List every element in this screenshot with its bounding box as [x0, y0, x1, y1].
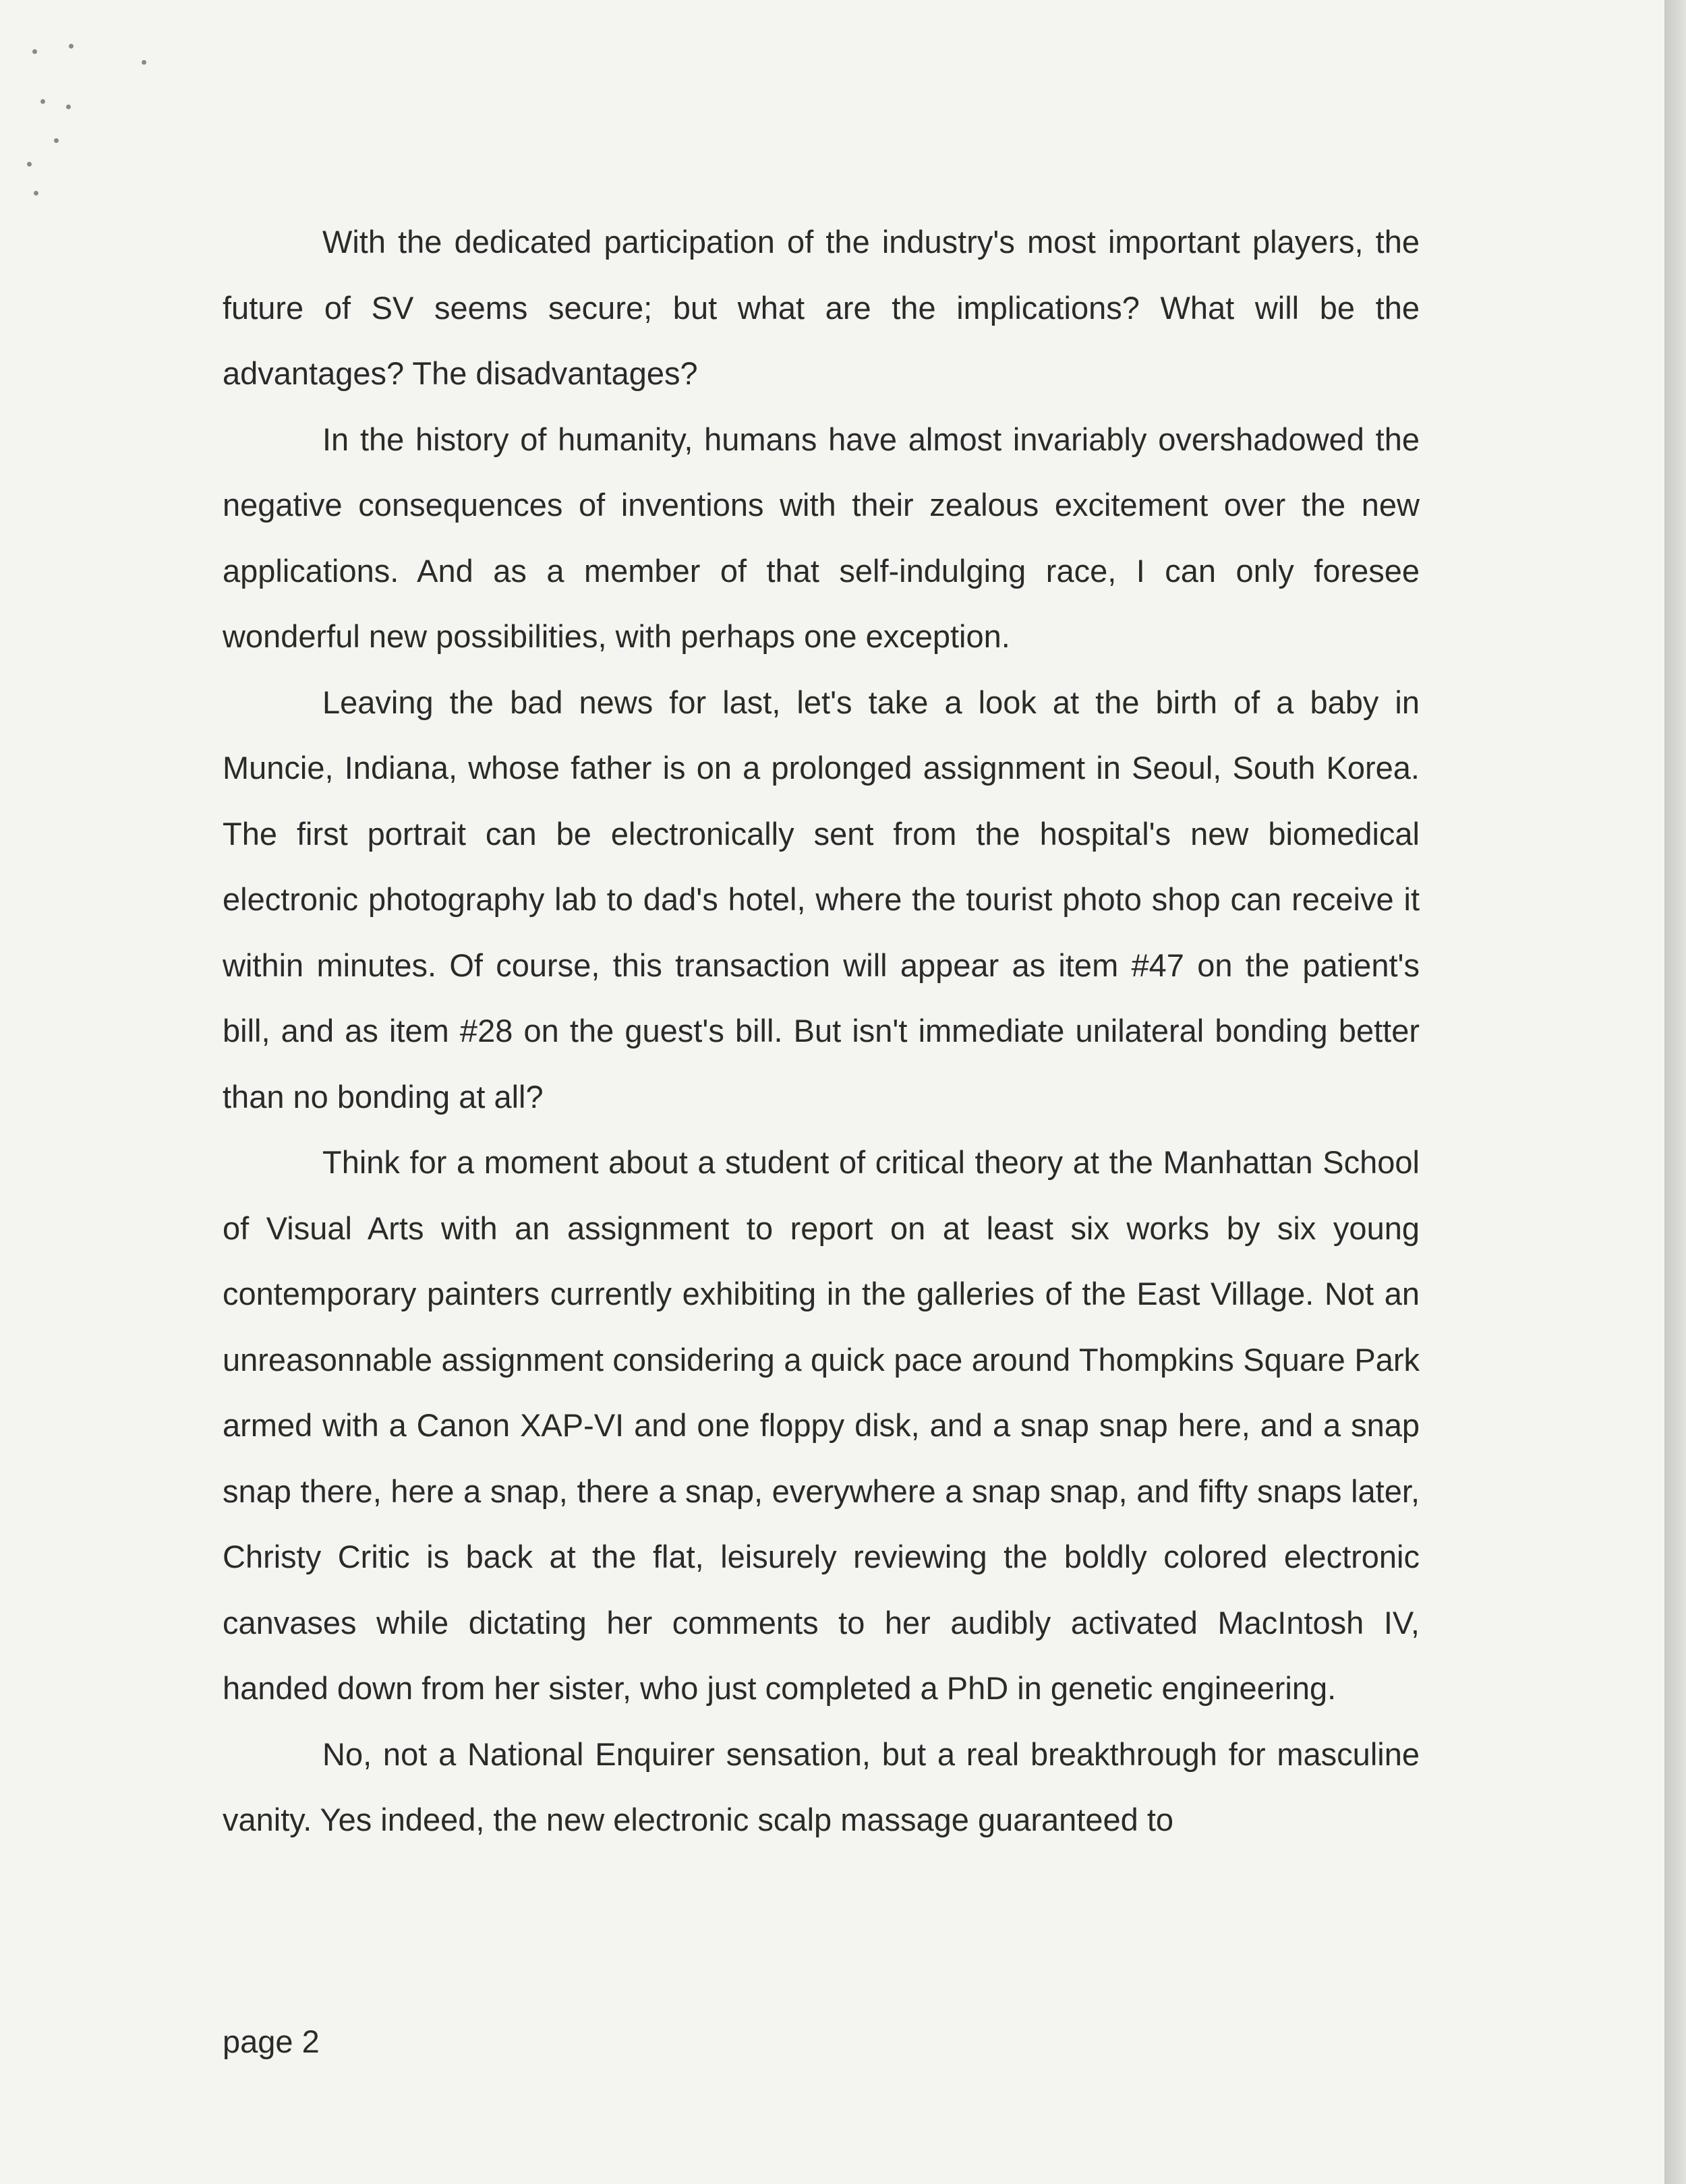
page-number: page 2	[223, 2024, 320, 2059]
page-edge	[1664, 0, 1686, 2184]
body-text	[223, 209, 1420, 1853]
paragraph-5: No, not a National Enquirer sensation, but a real breakthrough for masculine vanity. Yes indeed, the new electronic scalp massage guaranteed to	[223, 1736, 1420, 1837]
paragraph-4: Think for a moment about a student of critical theory at the Manhattan School of Visual Arts with an assignment to report on at least six works by six young contemporary painters currently exhibiting in the galleries of the East Village. Not an unreasonnable assignment considering a quick pace around Thompkins Square Park armed with a Canon XAP-VI and one floppy disk, and a snap snap here, and a snap snap there, here a snap, there a snap, everywhere a snap snap, and fifty snaps later, Christy Critic is back at the flat, leisurely reviewing the boldly colored electronic canvases while dictating her comments to her audibly activated MacIntosh IV, handed down from her sister, who just completed a PhD in genetic engineering.	[223, 1144, 1420, 1706]
paragraph-3: Leaving the bad news for last, let's take a look at the birth of a baby in Muncie, Indiana, whose father is on a prolonged assignment in Seoul, South Korea. The first portrait can be electronically sent from the hospital's new biomedical electronic photography lab to dad's hotel, where the tourist photo shop can receive it within minutes. Of course, this transaction will appear as item #47 on the patient's bill, and as item #28 on the guest's bill. But isn't immediate unilateral bonding better than no bonding at all?	[223, 684, 1420, 1115]
paragraph-2: In the history of humanity, humans have almost invariably overshadowed the negative consequences of inventions with their zealous excitement over the new applications. And as a member of that self-indulging race, I can only foresee wonderful new possibilities, with perhaps one exception.	[223, 421, 1420, 654]
paragraph-1: With the dedicated participation of the industry's most important players, the future of SV seems secure; but what are the implications? What will be the advantages? The disadvantages?	[223, 224, 1420, 391]
punch-marks	[20, 37, 155, 212]
